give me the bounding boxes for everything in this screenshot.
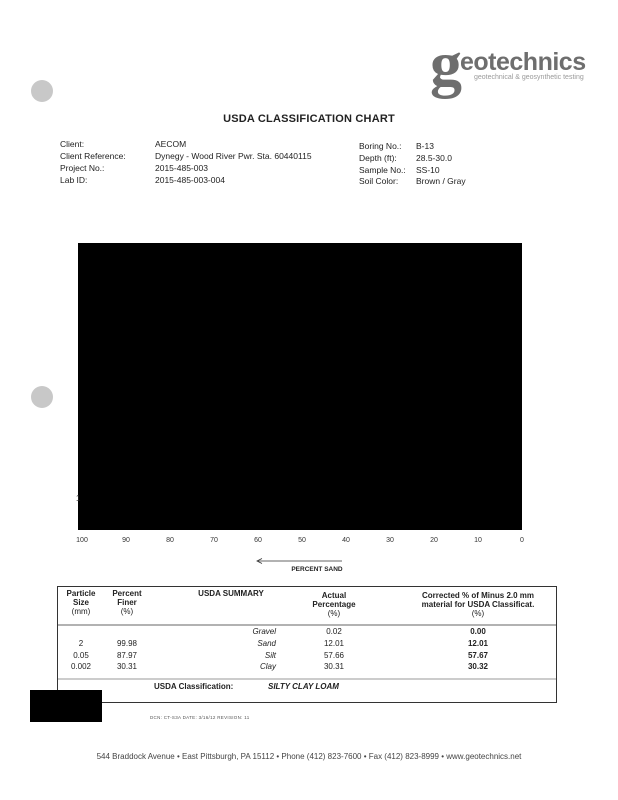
row-silt-name: Silt xyxy=(264,651,276,660)
chart-image-area xyxy=(78,243,522,530)
client-value: AECOM xyxy=(155,139,187,149)
chart-left-label: 1 xyxy=(76,494,81,503)
x-tick: 90 xyxy=(122,537,130,544)
punch-hole-top xyxy=(31,80,53,102)
soil-color-value: Brown / Gray xyxy=(416,176,466,186)
client-label: Client: xyxy=(60,139,85,149)
x-tick: 20 xyxy=(430,537,438,544)
row-sand-corrected: 12.01 xyxy=(467,639,489,648)
x-tick: 50 xyxy=(298,537,306,544)
footer-address: 544 Braddock Avenue • East Pittsburgh, PA 15112 • Phone (412) 823-7600 • Fax (412) 823-8999 • www.geotechnics.net xyxy=(96,752,522,761)
corrected-header: Corrected % of Minus 2.0 mm material for USDA Classificat. (%) xyxy=(421,591,535,618)
redaction-box xyxy=(30,690,102,722)
logo-tagline: geotechnical & geosynthetic testing xyxy=(474,74,584,81)
percent-finer-header: Percent Finer (%) xyxy=(112,589,142,616)
sample-no-label: Sample No.: xyxy=(359,165,406,175)
x-tick: 70 xyxy=(210,537,218,544)
client-reference-label: Client Reference: xyxy=(60,151,126,161)
row-clay-size: 0.002 xyxy=(70,662,92,671)
depth-value: 28.5-30.0 xyxy=(416,153,452,163)
particle-size-header: Particle Size (mm) xyxy=(66,589,96,616)
x-tick: 40 xyxy=(342,537,350,544)
depth-label: Depth (ft): xyxy=(359,153,397,163)
soil-color-label: Soil Color: xyxy=(359,176,399,186)
logo-letter: g xyxy=(430,28,462,99)
x-tick: 10 xyxy=(474,537,482,544)
x-tick: 0 xyxy=(520,537,524,544)
x-tick: 60 xyxy=(254,537,262,544)
row-sand-size: 2 xyxy=(78,639,84,648)
row-silt-corrected: 57.67 xyxy=(467,651,489,660)
project-no-label: Project No.: xyxy=(60,163,105,173)
x-tick: 30 xyxy=(386,537,394,544)
row-clay-finer: 30.31 xyxy=(116,662,138,671)
left-arrow-icon xyxy=(256,558,342,564)
geotechnics-logo xyxy=(430,28,586,104)
usda-summary-table xyxy=(57,586,557,703)
actual-percentage-header: Actual Percentage (%) xyxy=(312,591,356,618)
usda-summary-header: USDA SUMMARY xyxy=(198,589,264,598)
usda-classification-label: USDA Classification: xyxy=(154,682,234,691)
row-clay-corrected: 30.32 xyxy=(467,662,489,671)
row-clay-actual: 30.31 xyxy=(323,662,345,671)
row-sand-name: Sand xyxy=(257,639,276,648)
x-tick: 100 xyxy=(76,537,88,544)
page-title: USDA CLASSIFICATION CHART xyxy=(223,113,395,125)
row-sand-actual: 12.01 xyxy=(323,639,345,648)
row-gravel-actual: 0.02 xyxy=(326,627,342,636)
punch-hole-middle xyxy=(31,386,53,408)
logo-word: eotechnics xyxy=(460,48,586,76)
row-silt-finer: 87.97 xyxy=(116,651,138,660)
lab-id-label: Lab ID: xyxy=(60,175,88,185)
row-silt-actual: 57.66 xyxy=(323,651,345,660)
row-gravel-corrected: 0.00 xyxy=(470,627,486,636)
row-clay-name: Clay xyxy=(259,662,276,671)
row-sand-finer: 99.98 xyxy=(116,639,138,648)
lab-id-value: 2015-485-003-004 xyxy=(155,175,225,185)
x-axis-label: PERCENT SAND xyxy=(291,566,343,573)
boring-no-value: B-13 xyxy=(416,141,434,151)
row-gravel-name: Gravel xyxy=(252,627,276,636)
sample-no-value: SS-10 xyxy=(416,165,440,175)
usda-classification-value: SILTY CLAY LOAM xyxy=(268,682,339,691)
project-no-value: 2015-485-003 xyxy=(155,163,208,173)
client-reference-value: Dynegy - Wood River Pwr. Sta. 60440115 xyxy=(155,151,312,161)
row-silt-size: 0.05 xyxy=(73,651,89,660)
document-code: DCN: CT-S3A DATE: 3/16/12 REVISION: 11 xyxy=(150,715,250,720)
x-tick: 80 xyxy=(166,537,174,544)
boring-no-label: Boring No.: xyxy=(359,141,402,151)
